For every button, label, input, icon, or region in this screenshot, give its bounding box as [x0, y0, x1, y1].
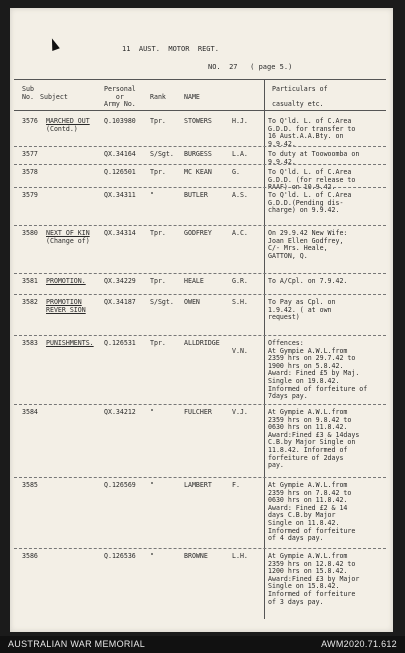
cell-rank: S/Sgt.	[150, 150, 174, 158]
cell-rank: "	[150, 552, 154, 560]
cell-army-number: QX.34311	[104, 191, 136, 199]
cell-particulars: To Q'ld. L. of C.Area G.D.D. (for release to RAAF) on 10.9.42.	[268, 168, 356, 192]
cell-initials: L.H.	[232, 552, 248, 560]
document-page	[10, 8, 393, 632]
cell-subject: PUNISHMENTS.	[46, 339, 94, 347]
cell-army-number: QX.34164	[104, 150, 136, 158]
cell-name: BROWNE	[184, 552, 208, 560]
row-separator	[14, 164, 386, 165]
cell-army-number: QX.34229	[104, 277, 136, 285]
cell-particulars: At Gympie A.W.L.from 2359 hrs on 12.8.42 to 1200 hrs on 15.8.42. Award:Fined £3 by Major Single on 15.8.42. Informed of forfeiture of 3 days pay.	[268, 552, 360, 606]
cell-army-number: QX.34187	[104, 298, 136, 306]
cell-name: BURGESS	[184, 150, 212, 158]
cell-army-number: QX.34314	[104, 229, 136, 237]
row-separator	[14, 404, 386, 405]
cell-initials: G.	[232, 168, 240, 176]
row-separator	[14, 187, 386, 188]
header-bottom-rule	[14, 110, 386, 111]
cell-army-number: Q.103980	[104, 117, 136, 125]
column-header-sub: Sub No.	[22, 85, 34, 101]
row-separator	[14, 477, 386, 478]
cell-initials: V.J.	[232, 408, 248, 416]
page-reference: NO. 27 ( page 5.)	[208, 63, 293, 71]
cell-sub-number: 3584	[22, 408, 38, 416]
cell-initials: S.H.	[232, 298, 248, 306]
cell-name: OWEN	[184, 298, 200, 306]
archive-footer	[0, 636, 405, 653]
cell-subject: PROMOTION.	[46, 277, 86, 285]
cell-rank: Tpr.	[150, 168, 166, 176]
cell-sub-number: 3578	[22, 168, 38, 176]
cell-army-number: Q.126569	[104, 481, 136, 489]
cell-initials: V.N.	[232, 347, 248, 355]
cell-subject: MARCHED OUT	[46, 117, 90, 125]
cell-sub-number: 3581	[22, 277, 38, 285]
cell-particulars: To Pay as Cpl. on 1.9.42. ( at own request)	[268, 298, 336, 322]
cell-initials: H.J.	[232, 117, 248, 125]
cell-sub-number: 3577	[22, 150, 38, 158]
cell-sub-number: 3579	[22, 191, 38, 199]
cell-initials: A.C.	[232, 229, 248, 237]
column-header-personal: Personal or Army No.	[104, 85, 136, 109]
cell-army-number: QX.34212	[104, 408, 136, 416]
cell-particulars: To Q'ld. L. of C.Area G.D.D.(Pending dis- charge) on 9.9.42.	[268, 191, 352, 215]
column-header-subject: Subject	[40, 93, 68, 101]
cell-particulars: To duty at Toowoomba on 9.9.42.	[268, 150, 360, 166]
cell-initials: A.S.	[232, 191, 248, 199]
cell-subject-detail: (Change of)	[46, 237, 90, 245]
cell-particulars: At Gympie A.W.L.from 2359 hrs on 7.8.42 to 0630 hrs on 11.8.42. Award: Fined £2 & 14 days C.B.by Major Single on 11.8.42. Informed of forfeiture of 4 days pay.	[268, 481, 356, 543]
cell-rank: Tpr.	[150, 277, 166, 285]
cell-name: STOWERS	[184, 117, 212, 125]
document-title: 11 AUST. MOTOR REGT.	[122, 45, 219, 53]
cell-rank: Tpr.	[150, 117, 166, 125]
cell-subject-detail: (Contd.)	[46, 125, 78, 133]
cell-name: MC KEAN	[184, 168, 212, 176]
particulars-column-rule	[264, 79, 265, 619]
cell-particulars: To A/Cpl. on 7.9.42.	[268, 277, 348, 285]
cell-rank: "	[150, 408, 154, 416]
cell-name: ALLDRIDGE	[184, 339, 220, 347]
cell-particulars: At Gympie A.W.L.from 2359 hrs on 9.8.42 to 0630 hrs on 11.8.42. Award:Fined £3 & 14days C.B.by Major Single on 11.8.42. Informed of forfeiture of 2days pay.	[268, 408, 360, 470]
cell-rank: Tpr.	[150, 339, 166, 347]
cell-army-number: Q.126501	[104, 168, 136, 176]
cell-army-number: Q.126536	[104, 552, 136, 560]
cell-sub-number: 3582	[22, 298, 38, 306]
cell-initials: L.A.	[232, 150, 248, 158]
cell-rank: S/Sgt.	[150, 298, 174, 306]
cell-army-number: Q.126531	[104, 339, 136, 347]
cell-rank: "	[150, 191, 154, 199]
cell-sub-number: 3583	[22, 339, 38, 347]
cell-initials: F.	[232, 481, 240, 489]
cell-sub-number: 3586	[22, 552, 38, 560]
row-separator	[14, 294, 386, 295]
row-separator	[14, 335, 386, 336]
cell-sub-number: 3580	[22, 229, 38, 237]
cell-rank: Tpr.	[150, 229, 166, 237]
pin-mark-icon	[48, 37, 60, 51]
cell-name: BUTLER	[184, 191, 208, 199]
cell-name: FULCHER	[184, 408, 212, 416]
column-header-name: NAME	[184, 93, 200, 101]
footer-institution: AUSTRALIAN WAR MEMORIAL	[8, 639, 146, 649]
row-separator	[14, 146, 386, 147]
cell-name: LAMBERT	[184, 481, 212, 489]
cell-initials: G.R.	[232, 277, 248, 285]
cell-particulars: On 29.9.42 New Wife: Joan Ellen Godfrey, C/- Mrs. Heale, GATTON, Q.	[268, 229, 348, 260]
cell-particulars: To Q'ld. L. of C.Area G.D.D. for transfer to 16 Aust.A.A.Bty. on 9.9.42.	[268, 117, 356, 148]
cell-sub-number: 3576	[22, 117, 38, 125]
footer-accession-number: AWM2020.71.612	[321, 639, 397, 649]
header-top-rule	[14, 79, 386, 80]
cell-name: HEALE	[184, 277, 204, 285]
cell-sub-number: 3585	[22, 481, 38, 489]
row-separator	[14, 548, 386, 549]
row-separator	[14, 273, 386, 274]
cell-name: GODFREY	[184, 229, 212, 237]
cell-subject: NEXT OF KIN	[46, 229, 90, 237]
column-header-rank: Rank	[150, 93, 166, 101]
cell-particulars: Offences: At Gympie A.W.L.from 2359 hrs on 29.7.42 to 1900 hrs on 5.8.42. Award: Fined £5 by Maj. Single on 19.8.42. Informed of forfeiture of 7days pay.	[268, 339, 368, 401]
row-separator	[14, 225, 386, 226]
column-header-particulars: Particulars of casualty etc.	[272, 85, 328, 109]
cell-subject: PROMOTION	[46, 298, 82, 306]
cell-subject-detail: REVER SION	[46, 306, 86, 314]
cell-rank: "	[150, 481, 154, 489]
